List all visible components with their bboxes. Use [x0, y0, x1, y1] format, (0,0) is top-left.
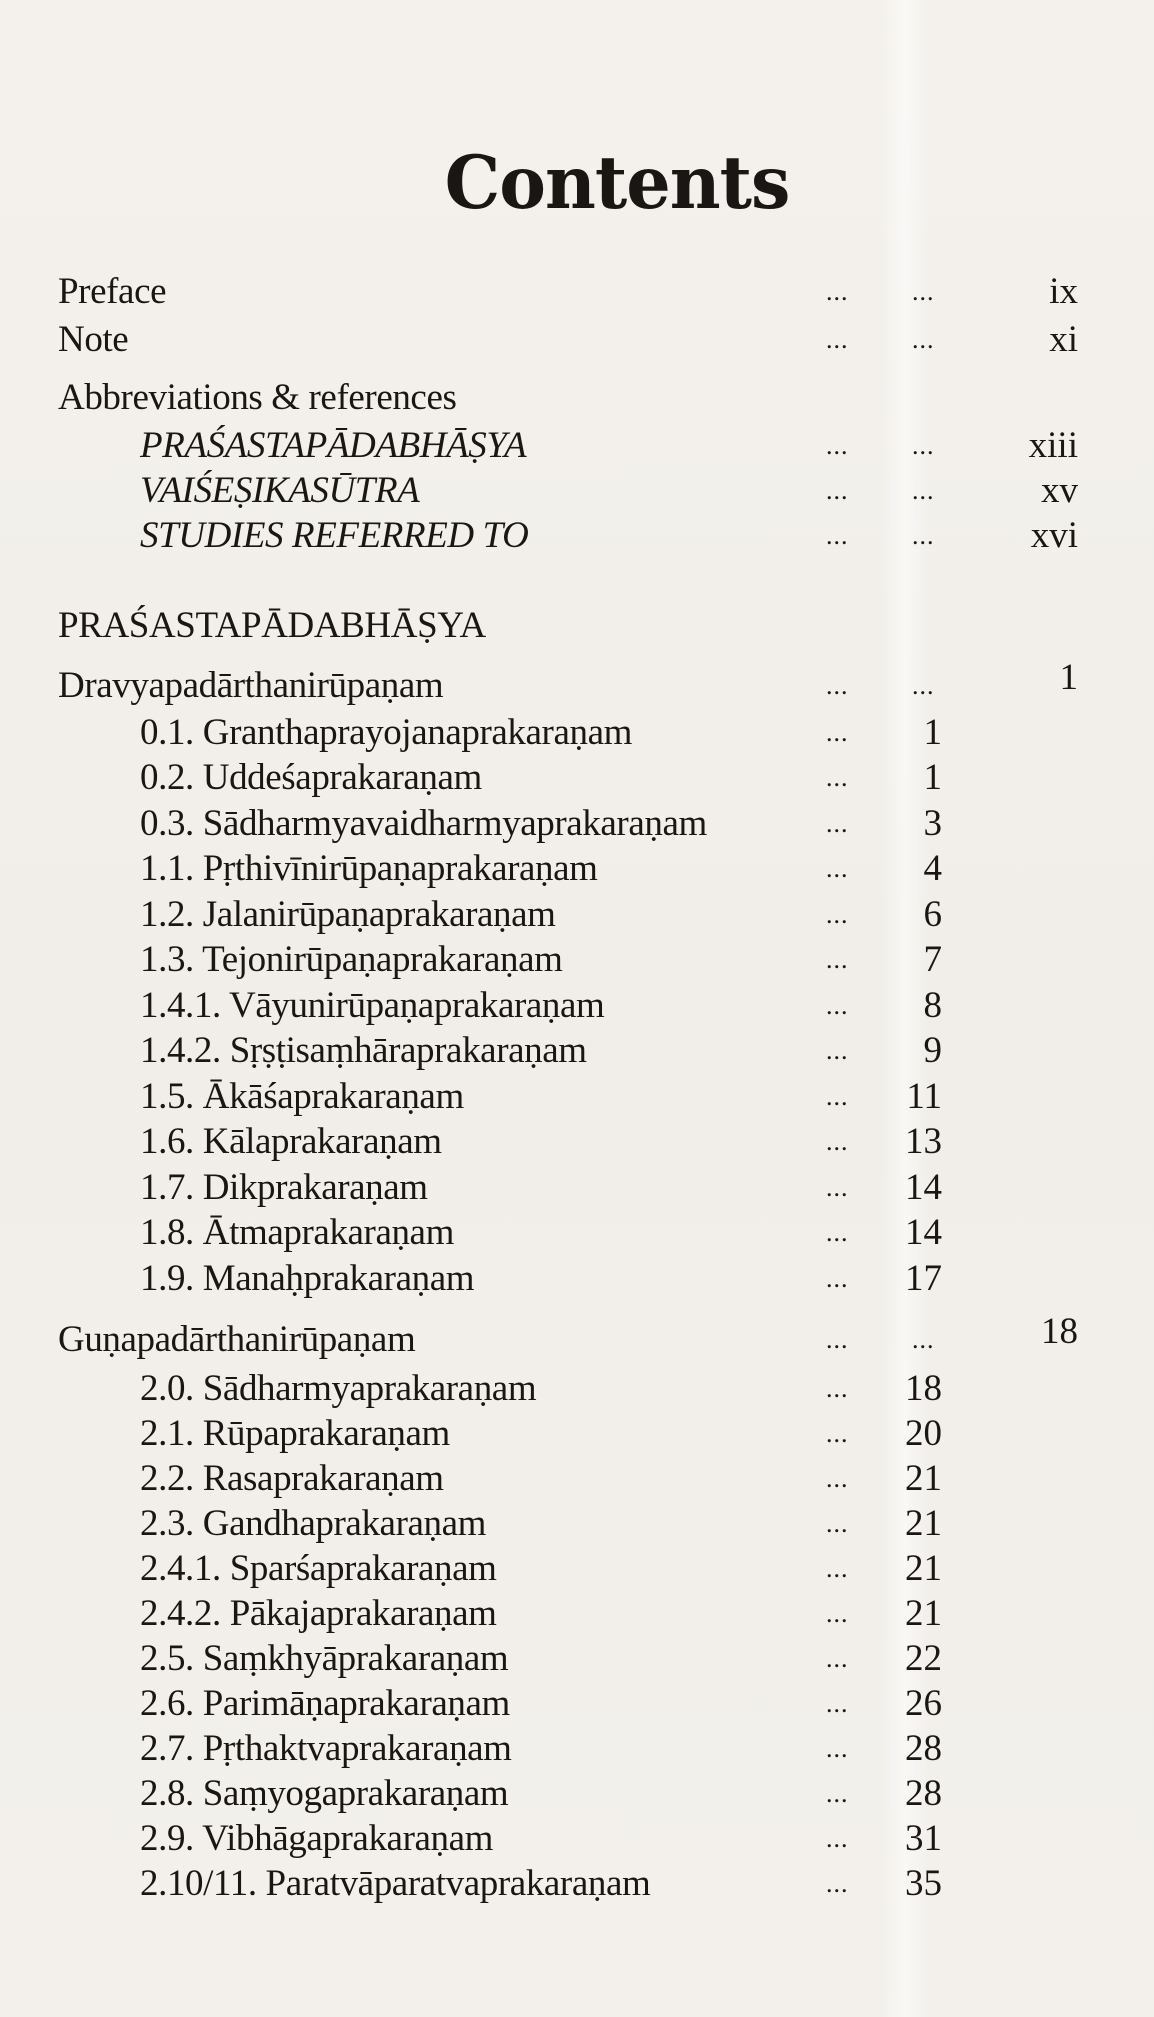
leader-dots: ...: [826, 1325, 849, 1354]
toc-entry-label: 2.1. Rūpaprakaraṇam: [140, 1413, 450, 1454]
toc-entry-label: 1.4.2. Sṛṣṭisaṃhāraprakaraṇam: [140, 1030, 587, 1071]
toc-entry-label: Abbreviations & references: [58, 377, 457, 418]
toc-entry[interactable]: [0, 847, 1154, 891]
page-number: 21: [905, 1458, 942, 1499]
leader-dots: ...: [826, 1599, 849, 1628]
leader-dots: ...: [826, 521, 849, 550]
page-number: xi: [1049, 319, 1078, 360]
toc-entry[interactable]: [0, 1120, 1154, 1164]
toc-entry[interactable]: [0, 756, 1154, 800]
page-number: 6: [923, 894, 942, 935]
leader-dots: ...: [826, 1127, 849, 1156]
toc-entry[interactable]: [0, 1457, 1154, 1501]
leader-dots: ...: [826, 1464, 849, 1493]
leader-dots: ...: [826, 900, 849, 929]
page-number: 14: [905, 1167, 942, 1208]
page-number: 9: [923, 1030, 942, 1071]
toc-entry[interactable]: [0, 1211, 1154, 1255]
toc-entry-abbr-studies[interactable]: [0, 514, 1154, 558]
toc-entry-label: 2.7. Pṛthaktvaprakaraṇam: [140, 1728, 512, 1769]
toc-section-label: Dravyapadārthanirūpaṇam: [58, 665, 444, 706]
toc-entry-label: Note: [58, 319, 129, 360]
toc-entry[interactable]: [0, 711, 1154, 755]
leader-dots: ...: [826, 671, 849, 700]
leader-dots: ...: [826, 476, 849, 505]
toc-entry[interactable]: [0, 1502, 1154, 1546]
page-number: xiii: [1028, 425, 1078, 466]
page-number: 28: [905, 1773, 942, 1814]
toc-entry-label: STUDIES REFERRED TO: [140, 515, 529, 556]
toc-entry-label: 2.2. Rasaprakaraṇam: [140, 1458, 444, 1499]
toc-entry-abbreviations: [0, 376, 1154, 420]
leader-dots: ...: [826, 325, 849, 354]
toc-entry-label: 0.3. Sādharmyavaidharmyaprakaraṇam: [140, 803, 707, 844]
toc-entry[interactable]: [0, 1682, 1154, 1726]
leader-dots: ...: [826, 1779, 849, 1808]
toc-entry-label: 2.9. Vibhāgaprakaraṇam: [140, 1818, 494, 1859]
leader-dots: ...: [826, 763, 849, 792]
leader-dots: ...: [826, 1869, 849, 1898]
toc-section-label: Guṇapadārthanirūpaṇam: [58, 1319, 416, 1360]
page-number: 22: [905, 1638, 942, 1679]
leader-dots: ...: [826, 945, 849, 974]
toc-entry-label: 1.4.1. Vāyunirūpaṇaprakaraṇam: [140, 985, 605, 1026]
leader-dots: ...: [826, 1374, 849, 1403]
toc-entry-label: 1.8. Ātmaprakaraṇam: [140, 1212, 454, 1253]
page-number: 11: [906, 1076, 942, 1117]
toc-entry-label: 1.6. Kālaprakaraṇam: [140, 1121, 442, 1162]
toc-entry[interactable]: [0, 1772, 1154, 1816]
page-number: 13: [905, 1121, 942, 1162]
leader-dots: ...: [826, 1173, 849, 1202]
page-number: 7: [923, 939, 942, 980]
page-number: 21: [905, 1503, 942, 1544]
page-number: 3: [923, 803, 942, 844]
toc-entry[interactable]: [0, 1257, 1154, 1301]
part-title-label: PRAŚASTAPĀDABHĀṢYA: [58, 605, 486, 646]
leader-dots: ...: [912, 325, 935, 354]
toc-entry-label: 1.9. Manaḥprakaraṇam: [140, 1258, 475, 1299]
toc-entry[interactable]: [0, 1862, 1154, 1906]
toc-entry-label: 2.6. Parimāṇaprakaraṇam: [140, 1683, 510, 1724]
toc-entry-label: 2.10/11. Paratvāparatvaprakaraṇam: [140, 1863, 651, 1904]
page-number: 1: [923, 712, 942, 753]
toc-entry[interactable]: [0, 1817, 1154, 1861]
toc-entry-label: 2.8. Saṃyogaprakaraṇam: [140, 1773, 509, 1814]
toc-entry[interactable]: [0, 1547, 1154, 1591]
toc-entry[interactable]: [0, 1412, 1154, 1456]
page-number: 17: [905, 1258, 942, 1299]
leader-dots: ...: [826, 1689, 849, 1718]
toc-entry-label: 1.2. Jalanirūpaṇaprakaraṇam: [140, 894, 556, 935]
toc-entry-label: 2.3. Gandhaprakaraṇam: [140, 1503, 487, 1544]
page-number: 18: [905, 1368, 942, 1409]
page-number: 18: [1041, 1311, 1078, 1352]
toc-entry-label: 1.5. Ākāśaprakaraṇam: [140, 1076, 464, 1117]
leader-dots: ...: [912, 1325, 935, 1354]
leader-dots: ...: [826, 718, 849, 747]
page-number: 28: [905, 1728, 942, 1769]
toc-section-guna[interactable]: [0, 1311, 1154, 1362]
toc-entry-label: Preface: [58, 271, 167, 312]
toc-entry-label: 2.5. Saṃkhyāprakaraṇam: [140, 1638, 509, 1679]
toc-entry[interactable]: [0, 938, 1154, 982]
leader-dots: ...: [912, 671, 935, 700]
leader-dots: ...: [826, 854, 849, 883]
toc-entry[interactable]: [0, 984, 1154, 1028]
page-number: xv: [1041, 470, 1078, 511]
leader-dots: ...: [826, 991, 849, 1020]
toc-entry[interactable]: [0, 1592, 1154, 1636]
page-title: Contents: [444, 138, 790, 227]
toc-entry-preface[interactable]: [0, 270, 1154, 314]
part-title: [0, 604, 1154, 648]
page-number: 35: [905, 1863, 942, 1904]
toc-entry-abbr-prasastapadabhasya[interactable]: [0, 424, 1154, 468]
toc-entry[interactable]: [0, 1727, 1154, 1771]
toc-entry[interactable]: [0, 1166, 1154, 1210]
leader-dots: ...: [912, 277, 935, 306]
toc-entry-label: 0.1. Granthaprayojanaprakaraṇam: [140, 712, 632, 753]
leader-dots: ...: [826, 1218, 849, 1247]
toc-section-dravya[interactable]: [0, 657, 1154, 708]
page-number: 21: [905, 1593, 942, 1634]
leader-dots: ...: [826, 1419, 849, 1448]
toc-entry-label: 1.3. Tejonirūpaṇaprakaraṇam: [140, 939, 563, 980]
leader-dots: ...: [826, 277, 849, 306]
leader-dots: ...: [826, 1036, 849, 1065]
leader-dots: ...: [912, 431, 935, 460]
toc-entry-label: 2.4.2. Pākajaprakaraṇam: [140, 1593, 497, 1634]
page-number: 31: [905, 1818, 942, 1859]
page-number: 8: [923, 985, 942, 1026]
leader-dots: ...: [912, 521, 935, 550]
leader-dots: ...: [826, 1644, 849, 1673]
page-number: ix: [1049, 271, 1078, 312]
toc-entry-note[interactable]: [0, 318, 1154, 362]
toc-entry[interactable]: [0, 1029, 1154, 1073]
toc-entry-abbr-vaisesikasutra[interactable]: [0, 469, 1154, 513]
toc-entry-label: PRAŚASTAPĀDABHĀṢYA: [140, 425, 527, 466]
leader-dots: ...: [826, 431, 849, 460]
leader-dots: ...: [826, 1509, 849, 1538]
leader-dots: ...: [826, 1082, 849, 1111]
page-number: 21: [905, 1548, 942, 1589]
toc-entry-label: 1.7. Dikprakaraṇam: [140, 1167, 428, 1208]
toc-entry[interactable]: [0, 1075, 1154, 1119]
page-number: 26: [905, 1683, 942, 1724]
toc-entry[interactable]: [0, 1637, 1154, 1681]
toc-entry-label: 0.2. Uddeśaprakaraṇam: [140, 757, 482, 798]
toc-entry-label: 2.0. Sādharmyaprakaraṇam: [140, 1368, 537, 1409]
toc-entry[interactable]: [0, 1367, 1154, 1411]
page-number: 20: [905, 1413, 942, 1454]
page-number: xvi: [1030, 515, 1078, 556]
leader-dots: ...: [826, 1824, 849, 1853]
toc-entry[interactable]: [0, 802, 1154, 846]
leader-dots: ...: [912, 476, 935, 505]
toc-entry-label: 1.1. Pṛthivīnirūpaṇaprakaraṇam: [140, 848, 598, 889]
page-number: 1: [1059, 657, 1078, 698]
leader-dots: ...: [826, 1264, 849, 1293]
toc-entry-label: VAIŚEṢIKASŪTRA: [140, 470, 420, 511]
toc-entry[interactable]: [0, 893, 1154, 937]
page-number: 14: [905, 1212, 942, 1253]
page-number: 4: [923, 848, 942, 889]
leader-dots: ...: [826, 1734, 849, 1763]
toc-entry-label: 2.4.1. Sparśaprakaraṇam: [140, 1548, 497, 1589]
leader-dots: ...: [826, 1554, 849, 1583]
page-number: 1: [923, 757, 942, 798]
leader-dots: ...: [826, 809, 849, 838]
